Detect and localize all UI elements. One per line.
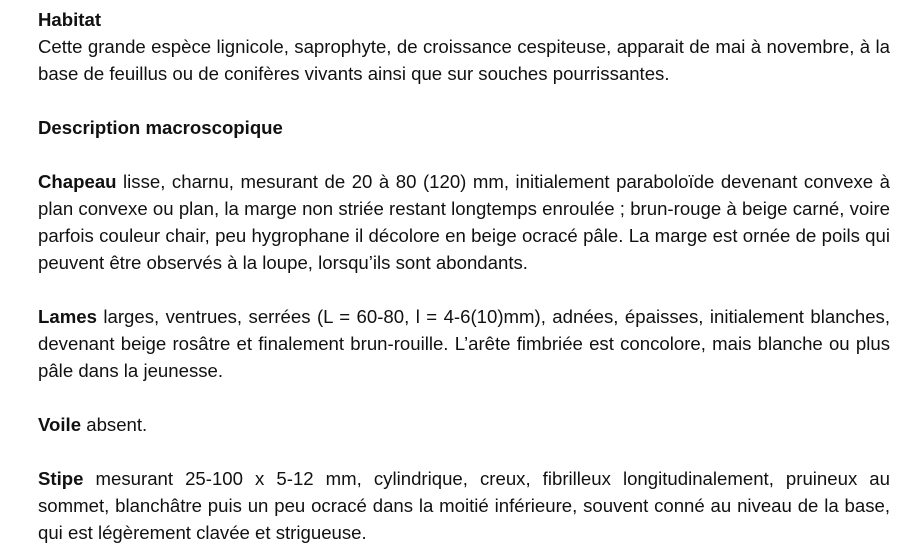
habitat-paragraph: Cette grande espèce lignicole, saprophyte, de croissance cespiteuse, apparait de mai à novembre, à la base de feuillus ou de conifères vivants ainsi que sur souches pourrissantes. — [38, 36, 890, 84]
voile-paragraph — [38, 411, 890, 438]
lames-paragraph — [38, 303, 890, 384]
spacer — [38, 87, 890, 114]
lames-term: Lames — [38, 306, 97, 327]
document-page — [38, 6, 890, 546]
spacer — [38, 141, 890, 168]
spacer — [38, 276, 890, 303]
stipe-paragraph — [38, 465, 890, 546]
chapeau-term: Chapeau — [38, 171, 117, 192]
spacer — [38, 438, 890, 465]
spacer — [38, 384, 890, 411]
stipe-text: mesurant 25-100 x 5-12 mm, cylindrique, creux, fibrilleux longitudinalement, pruineux au sommet, blanchâtre puis un peu ocracé dans la moitié inférieure, souvent conné au niveau de la base, qui est légèrement clavée et strigueuse. — [38, 468, 890, 543]
habitat-heading: Habitat — [38, 9, 102, 30]
description-heading: Description macroscopique — [38, 117, 283, 138]
chapeau-paragraph — [38, 168, 890, 276]
chapeau-text: lisse, charnu, mesurant de 20 à 80 (120) mm, initialement paraboloïde devenant convexe à plan convexe ou plan, la marge non striée restant longtemps enroulée ; brun-rouge à beige carné, voire parfois couleur chair, peu hygrophane il décolore en beige ocracé pâle. La marge est ornée de poils qui peuvent être observés à la loupe, lorsqu’ils sont abondants. — [38, 171, 890, 273]
voile-text: absent. — [81, 414, 148, 435]
lames-text: larges, ventrues, serrées (L = 60-80, l = 4-6(10)mm), adnées, épaisses, initialement blanches, devenant beige rosâtre et finalement brun-rouille. L’arête fimbriée est concolore, mais blanche ou plus pâle dans la jeunesse. — [38, 306, 890, 381]
stipe-term: Stipe — [38, 468, 84, 489]
voile-term: Voile — [38, 414, 82, 435]
